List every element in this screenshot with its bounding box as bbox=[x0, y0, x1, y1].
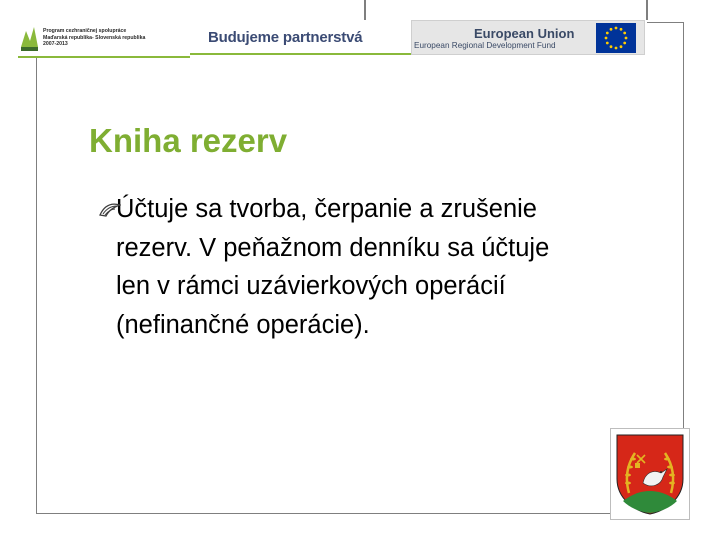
logo-bar bbox=[14, 20, 647, 56]
slide-title: Kniha rezerv bbox=[89, 122, 288, 159]
eu-logo-block bbox=[411, 20, 645, 55]
partnership-slogan: Budujeme partnerstvá bbox=[208, 29, 363, 46]
leaf-logo-icon bbox=[18, 23, 40, 53]
bullet-text: Účtuje sa tvorba, čerpanie a zrušenie rezerv. V peňažnom denníku sa účtuje len v rámci uzávierkových operácií (nefinančné operácie). bbox=[116, 195, 550, 339]
wing-bullet-icon bbox=[99, 202, 121, 218]
partnership-underline bbox=[190, 53, 414, 55]
bullet-item bbox=[96, 190, 576, 344]
frame-top-accent bbox=[364, 0, 648, 20]
eu-flag-icon bbox=[596, 23, 636, 53]
municipal-coat-of-arms-icon bbox=[615, 433, 685, 515]
crest-frame bbox=[610, 428, 690, 520]
program-text: Program cezhraničnej spolupráce Maďarská republika- Slovenská republika 2007-2013 bbox=[43, 28, 146, 48]
eu-subtitle: European Regional Development Fund bbox=[414, 41, 556, 50]
program-logo bbox=[18, 20, 190, 58]
eu-title: European Union bbox=[474, 26, 575, 41]
